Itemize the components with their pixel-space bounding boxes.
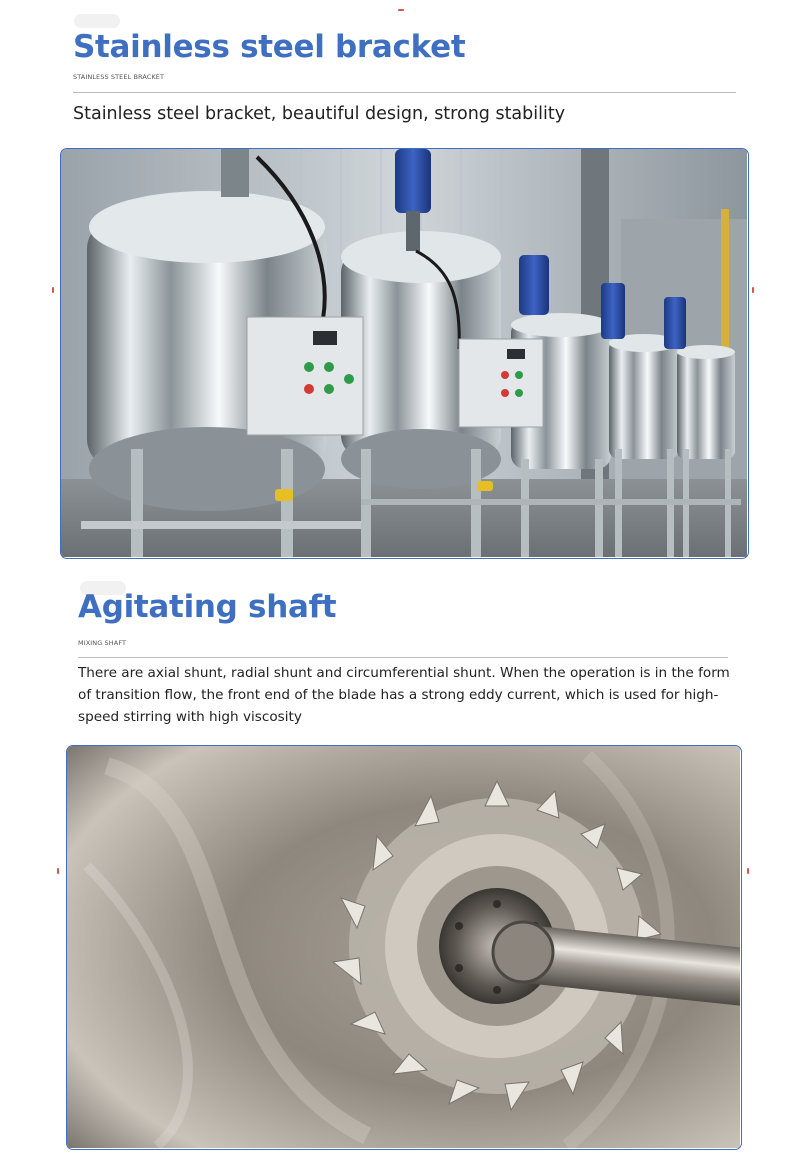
mixing-tanks-illustration — [61, 149, 747, 557]
section-description: There are axial shunt, radial shunt and circumferential shunt. When the operation is in the form of transition flow, the front end of the blade has a strong eddy current, which is used for high-speed stirring with high viscosity — [78, 665, 730, 725]
section-title: Stainless steel bracket — [73, 29, 466, 65]
mixing-tanks-photo — [60, 148, 749, 559]
section-divider — [73, 92, 736, 93]
agitating-shaft-illustration — [67, 746, 740, 1148]
decorative-dot — [752, 287, 754, 293]
section-subtitle: STAINLESS STEEL BRACKET — [73, 73, 165, 81]
decorative-dot — [52, 287, 54, 293]
decorative-mark — [74, 14, 120, 28]
decorative-dot — [57, 868, 59, 874]
section-description: Stainless steel bracket, beautiful design, strong stability — [73, 104, 566, 124]
decorative-dot — [747, 868, 749, 874]
section-agitating-shaft — [0, 575, 790, 1164]
agitating-shaft-photo — [66, 745, 742, 1150]
section-stainless-steel-bracket — [0, 0, 790, 570]
section-divider — [78, 657, 728, 658]
section-subtitle: MIXING SHAFT — [78, 639, 127, 647]
section-title: Agitating shaft — [78, 589, 337, 625]
decorative-dot — [398, 9, 404, 11]
